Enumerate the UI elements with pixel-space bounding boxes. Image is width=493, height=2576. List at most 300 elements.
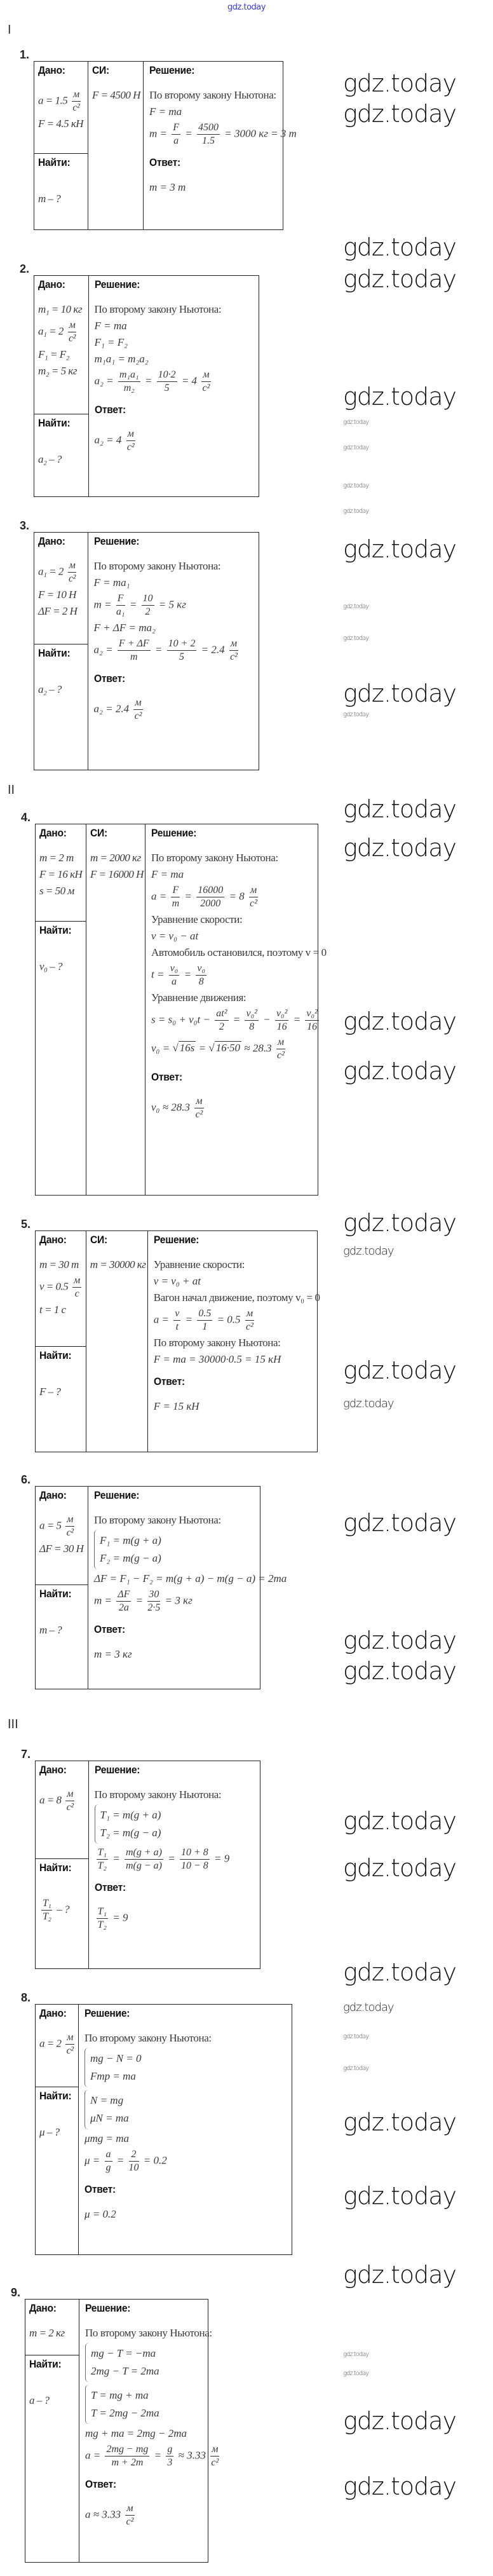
watermark: gdz.today — [343, 508, 369, 515]
fraction-numerator: at² — [215, 1007, 228, 1021]
given-column — [36, 1487, 88, 1689]
math-text: = — [110, 1852, 123, 1865]
answer-formula — [95, 1905, 254, 1932]
given-column — [25, 2300, 79, 2562]
fraction-denominator: с² — [69, 333, 76, 344]
radicand: 16·50 — [215, 1042, 240, 1054]
solution-heading: Решение: — [94, 1489, 140, 1501]
solution-formula — [95, 336, 253, 350]
fraction-denominator: с² — [126, 442, 135, 453]
problem-number: 5. — [21, 1218, 31, 1230]
math-text: ΔF = 30 Н — [39, 1543, 84, 1555]
solution-formula — [151, 1036, 312, 1062]
solution-text: По второму закону Ньютона: — [94, 1514, 221, 1526]
si-cell — [88, 62, 143, 107]
fraction — [147, 1588, 160, 1614]
solution-text: По второму закону Ньютона: — [94, 303, 222, 315]
fraction-numerator: м — [65, 1788, 74, 1801]
watermark: gdz.today — [343, 2370, 369, 2377]
solution-formula — [85, 2427, 202, 2441]
fraction-numerator: 4500 — [197, 121, 220, 135]
math-text: = — [196, 1042, 209, 1054]
given-column — [34, 62, 88, 229]
math-text: F₁ = F₂ — [94, 336, 128, 348]
si-formula — [90, 868, 142, 882]
math-text: a = — [153, 1313, 172, 1326]
problem-number: 4. — [21, 811, 31, 824]
problem-table — [35, 1230, 318, 1452]
math-text: F + ΔF = ma₂ — [93, 622, 156, 634]
fraction — [105, 2148, 112, 2174]
find-heading: Найти: — [38, 647, 71, 659]
math-text: μ = — [84, 2154, 103, 2167]
watermark: gdz.today — [343, 2261, 456, 2289]
section-label-3: III — [8, 1717, 18, 1731]
fraction-numerator: м — [276, 1036, 285, 1049]
fraction-denominator: с² — [66, 1802, 74, 1813]
math-text: a₂ = — [94, 374, 116, 387]
brace-icon — [95, 1804, 98, 1844]
spacer — [94, 1617, 254, 1623]
fraction-denominator: с² — [195, 1109, 203, 1120]
fraction-denominator: 10 — [128, 2162, 139, 2173]
fraction — [196, 962, 206, 988]
given-formula — [39, 884, 83, 898]
fraction-denominator: 10 − 8 — [180, 1860, 208, 1871]
solution-heading: Решение: — [94, 1764, 140, 1776]
solution-heading: Решение: — [151, 827, 197, 839]
find-cell — [34, 644, 88, 770]
math-text: − — [260, 1013, 273, 1026]
given-cell — [34, 276, 88, 383]
spacer — [39, 1373, 83, 1382]
equation-system-lines — [91, 2385, 159, 2424]
math-text: F₁ = m(g + a) — [100, 1534, 161, 1546]
math-text: = 3000 кг = 3 т — [222, 127, 297, 140]
fraction-denominator: a₁ — [116, 606, 125, 617]
math-text: m₂ = 5 кг — [38, 365, 77, 377]
fraction-numerator: v₀² — [305, 1007, 318, 1021]
solution-cell — [88, 1487, 287, 1666]
math-text: a = 2 — [39, 2037, 64, 2050]
given-column — [36, 2005, 79, 2254]
answer-formula — [94, 1647, 254, 1661]
watermark: gdz.today — [343, 603, 369, 610]
spacer — [39, 1886, 86, 1895]
brace-icon — [85, 2343, 89, 2382]
math-text: F = 16000 Н — [90, 868, 144, 880]
fraction-numerator: v₀² — [275, 1007, 288, 1021]
equation-system — [85, 2343, 202, 2382]
section-label-2: II — [8, 783, 15, 797]
given-heading: Дано: — [39, 827, 67, 839]
math-text: ≈ 3.33 — [175, 2449, 209, 2462]
math-text: = 4 — [179, 374, 200, 387]
problem-table — [35, 2004, 292, 2255]
math-text: m = 3 кг — [94, 1648, 132, 1660]
fraction-numerator: м — [65, 1513, 74, 1527]
math-text: F – ? — [39, 1386, 61, 1398]
solution-formula — [95, 1846, 254, 1872]
math-text: t = 1 с — [39, 1304, 66, 1316]
fraction — [97, 1905, 108, 1932]
watermark: gdz.today — [343, 1626, 456, 1654]
fraction-numerator: м — [133, 697, 142, 710]
math-text: v₀ = — [151, 1042, 173, 1054]
solution-text: По второму закону Ньютона: — [153, 1337, 281, 1349]
math-text: F₁ = F₂ — [38, 348, 70, 360]
given-heading: Дано: — [39, 1764, 67, 1776]
math-text: T₁ = m(g + a) — [100, 1809, 161, 1821]
watermark: gdz.today — [343, 233, 456, 261]
fraction — [68, 319, 77, 345]
solution-column — [89, 1761, 260, 1968]
equation-system-lines — [90, 2048, 142, 2087]
radicand: 16s — [179, 1042, 195, 1054]
find-heading: Найти: — [38, 417, 71, 429]
answer-heading: Ответ: — [94, 1881, 126, 1893]
fraction-numerator: 30 — [147, 1588, 160, 1602]
fraction — [72, 1274, 81, 1300]
equation-system — [84, 2048, 286, 2087]
given-formula — [38, 559, 85, 585]
fraction-numerator: 10·2 — [157, 369, 177, 382]
site-link[interactable]: gdz.today — [227, 3, 266, 12]
math-text: = 8 — [226, 890, 247, 903]
solution-column — [145, 824, 327, 1195]
fraction — [172, 121, 180, 147]
fraction-numerator: v₀² — [245, 1007, 258, 1021]
solution-text: Вагон начал движение, поэтому v₀ = 0 — [153, 1291, 320, 1304]
given-heading: Дано: — [39, 1234, 67, 1246]
fraction — [118, 637, 151, 664]
answer-formula — [85, 2502, 202, 2528]
fraction — [245, 1007, 258, 1033]
si-cell — [86, 824, 145, 887]
fraction-numerator: F — [116, 592, 125, 606]
spacer — [39, 1612, 85, 1621]
problem-number: 8. — [21, 1991, 31, 2004]
math-text: v = v₀ + at — [153, 1275, 201, 1287]
answer-heading: Ответ: — [85, 2478, 116, 2490]
find-formula — [39, 2125, 76, 2139]
solution-column — [79, 2005, 292, 2254]
given-column — [36, 1231, 86, 1452]
find-formula — [38, 683, 85, 697]
answer-formula — [94, 697, 253, 723]
given-formula — [39, 1303, 83, 1317]
spacer — [151, 1065, 312, 1071]
math-text: = — [114, 2154, 127, 2167]
fraction-numerator: м — [201, 369, 210, 382]
solution-formula — [84, 2148, 286, 2174]
fraction-numerator: м — [210, 2443, 219, 2457]
math-text: a = 5 — [39, 1519, 64, 1532]
equation-system — [95, 1804, 254, 1844]
math-text: mg − N = 0 — [90, 2052, 142, 2064]
watermark: gdz.today — [343, 535, 456, 563]
find-formula — [38, 192, 85, 206]
math-text: μmg = ma — [84, 2132, 130, 2144]
fraction — [166, 2443, 173, 2469]
watermark: gdz.today — [343, 1807, 456, 1835]
solution-formula — [85, 2443, 219, 2469]
math-text: v₀ – ? — [39, 960, 62, 972]
equation-system — [84, 2090, 286, 2129]
watermark: gdz.today — [343, 1007, 456, 1035]
fraction-denominator: T₂ — [43, 1911, 51, 1922]
watermark: gdz.today — [343, 419, 369, 426]
solution-text: Автомобиль остановился, поэтому v = 0 — [151, 946, 327, 958]
solution-formula — [151, 868, 312, 882]
given-cell — [36, 1761, 88, 1819]
find-cell — [36, 1584, 88, 1689]
system-equation — [91, 2364, 159, 2378]
answer-heading: Ответ: — [151, 1071, 182, 1083]
fraction — [275, 1007, 288, 1033]
math-text: a₂ = 2.4 — [93, 702, 132, 715]
math-text: ≈ 28.3 — [241, 1042, 274, 1054]
solution-formula — [149, 121, 297, 147]
fraction — [125, 2502, 134, 2528]
math-text: F = ma — [94, 320, 127, 332]
watermark: gdz.today — [343, 2407, 456, 2435]
fraction-numerator: F — [172, 121, 180, 135]
solution-heading: Решение: — [94, 278, 140, 290]
math-text: v = 0.5 — [39, 1280, 71, 1293]
given-formula — [39, 2031, 76, 2057]
answer-formula — [154, 1400, 313, 1414]
fraction — [41, 1897, 52, 1923]
math-text: F = 4.5 кН — [38, 118, 84, 130]
math-text: s = s₀ + v₀t − — [151, 1013, 213, 1026]
math-text: a₁ = 2 — [38, 565, 66, 578]
fraction-denominator: с² — [230, 651, 238, 662]
spacer — [94, 666, 253, 672]
fraction — [210, 2443, 219, 2469]
math-text: = 3 кг — [162, 1594, 192, 1607]
solution-formula — [154, 1307, 313, 1333]
solution-text: По второму закону Ньютона: — [94, 1789, 222, 1801]
math-text: mg + ma = 2mg − 2ma — [85, 2427, 187, 2439]
problem-number: 7. — [21, 1748, 31, 1761]
fraction-denominator: m₂ — [123, 383, 135, 393]
math-text: a₂ – ? — [38, 453, 62, 465]
math-text: = 0.5 — [214, 1313, 243, 1326]
problem-table — [35, 824, 327, 1196]
find-cell — [36, 1858, 88, 1968]
given-formula — [39, 1274, 83, 1300]
fraction — [196, 884, 224, 910]
math-text: μ = 0.2 — [84, 2208, 116, 2220]
given-heading: Дано: — [39, 1489, 67, 1501]
math-text: 2mg − T = 2ma — [91, 2365, 159, 2377]
find-cell — [36, 921, 86, 1195]
math-text: T = mg + ma — [91, 2389, 149, 2401]
fraction-denominator: 3 — [167, 2457, 173, 2468]
given-column — [34, 533, 88, 770]
answer-formula — [84, 2207, 286, 2221]
given-cell — [36, 1487, 88, 1561]
solution-cell — [79, 2300, 219, 2533]
math-text: μ – ? — [39, 2126, 60, 2138]
solution-text: Уравнение скорости: — [153, 1258, 245, 1271]
fraction — [229, 637, 238, 664]
given-formula — [39, 1542, 85, 1556]
solution-text: По второму закону Ньютона: — [93, 560, 221, 572]
given-formula — [39, 1513, 85, 1539]
fraction-denominator: 2a — [118, 1602, 129, 1613]
fraction-denominator: 2 — [219, 1021, 224, 1032]
fraction-numerator: 10 + 2 — [167, 637, 197, 651]
equation-system-lines — [90, 2090, 129, 2129]
fraction-numerator: m₁a₁ — [118, 369, 140, 382]
given-heading: Дано: — [39, 2007, 67, 2019]
watermark: gdz.today — [343, 2108, 456, 2136]
si-heading: СИ: — [92, 64, 109, 76]
given-formula — [39, 1788, 86, 1814]
solution-column — [89, 276, 259, 496]
watermark: gdz.today — [343, 2182, 456, 2210]
si-column — [86, 1231, 148, 1452]
watermark: gdz.today — [343, 444, 369, 451]
fraction — [245, 1307, 254, 1333]
system-equation — [100, 1826, 161, 1840]
fraction-denominator: 2000 — [200, 898, 221, 909]
fraction — [126, 428, 135, 454]
fraction-denominator: 2 — [145, 606, 151, 617]
given-cell — [36, 1231, 86, 1322]
fraction — [169, 962, 180, 988]
spacer — [39, 948, 83, 957]
fraction-numerator: 2 — [129, 2148, 139, 2162]
math-text: – ? — [54, 1903, 69, 1916]
math-text: = — [142, 374, 155, 387]
fraction-denominator: с² — [66, 2045, 74, 2056]
section-label-1: I — [8, 23, 11, 37]
si-formula — [90, 851, 142, 865]
math-text: m₁a₁ = m₂a₂ — [94, 353, 149, 365]
given-formula — [29, 2326, 76, 2340]
math-text: m – ? — [38, 193, 61, 205]
fraction-numerator: 0.5 — [197, 1307, 212, 1321]
given-formula — [38, 117, 85, 131]
find-heading: Найти: — [38, 156, 71, 168]
fraction — [249, 884, 258, 910]
fraction-numerator: v — [173, 1307, 180, 1321]
given-heading: Дано: — [38, 64, 65, 76]
solution-text: По второму закону Ньютона: — [85, 2327, 212, 2339]
watermark: gdz.today — [343, 100, 456, 128]
math-text: m = 2 кг — [29, 2327, 65, 2339]
fraction-numerator: м — [194, 1095, 203, 1108]
given-cell — [34, 533, 88, 624]
find-heading: Найти: — [39, 1588, 72, 1600]
find-formula — [39, 960, 83, 974]
math-text: = — [181, 968, 194, 981]
find-heading: Найти: — [39, 2090, 72, 2102]
fraction-numerator: T₁ — [97, 1846, 108, 1860]
find-formula — [39, 1897, 86, 1923]
fraction-denominator: 5 — [164, 383, 170, 393]
fraction — [116, 1588, 131, 1614]
math-text: F = ma₁ — [93, 576, 130, 589]
find-formula — [39, 1623, 85, 1637]
math-text: N = mg — [90, 2094, 124, 2106]
fraction — [65, 1513, 74, 1539]
fraction-numerator: м — [65, 2031, 74, 2045]
fraction-numerator: м — [68, 559, 77, 573]
math-text: = — [152, 643, 165, 656]
fraction-denominator: g — [105, 2162, 111, 2173]
math-text: F = ma = 30000·0.5 = 15 кН — [153, 1353, 281, 1365]
fraction — [72, 88, 81, 114]
solution-cell — [89, 276, 259, 459]
watermark: gdz.today — [343, 482, 369, 489]
solution-cell — [89, 1761, 260, 1937]
fraction — [97, 1846, 108, 1872]
math-text: a = 1.5 — [38, 94, 70, 107]
given-formula — [38, 319, 86, 345]
fraction — [173, 1307, 180, 1333]
fraction-denominator: a — [172, 976, 177, 987]
watermark: gdz.today — [343, 2065, 369, 2072]
math-text: = 0.2 — [140, 2154, 167, 2167]
solution-cell — [145, 824, 327, 1126]
given-formula — [39, 851, 83, 865]
given-column — [36, 1761, 89, 1968]
fraction — [65, 2031, 74, 2057]
solution-formula — [94, 592, 253, 618]
fraction-numerator: T₁ — [97, 1905, 108, 1919]
si-cell — [86, 1231, 147, 1277]
fraction-numerator: 10 — [142, 592, 154, 606]
math-text: = — [182, 127, 196, 140]
spacer — [29, 2382, 76, 2391]
spacer — [85, 2472, 202, 2478]
fraction-denominator: 5 — [179, 651, 185, 662]
solution-text: Уравнение скорости: — [151, 913, 243, 925]
math-text: = 9 — [211, 1852, 230, 1865]
fraction — [167, 637, 197, 664]
math-text: s = 50 м — [39, 885, 74, 897]
system-equation — [90, 2069, 142, 2083]
given-heading: Дано: — [38, 278, 65, 290]
system-equation — [100, 1808, 161, 1822]
watermark: gdz.today — [343, 2472, 456, 2500]
si-formula — [92, 88, 140, 102]
given-formula — [38, 303, 86, 317]
si-heading: СИ: — [90, 1234, 107, 1246]
brace-icon — [94, 1530, 98, 1569]
watermark: gdz.today — [343, 1356, 456, 1384]
fraction-denominator: 1.5 — [202, 135, 215, 146]
math-text: F = 4500 Н — [92, 89, 140, 101]
math-text: = — [182, 890, 195, 903]
fraction-denominator: 8 — [198, 976, 204, 987]
solution-cell — [144, 62, 297, 200]
solution-column — [144, 62, 297, 229]
watermark: gdz.today — [343, 1209, 456, 1237]
problem-number: 1. — [20, 48, 30, 61]
fraction-numerator: м — [125, 2502, 134, 2516]
fraction — [157, 369, 177, 395]
spacer — [38, 671, 85, 680]
fraction-denominator: 2·5 — [147, 1602, 161, 1613]
solution-formula — [151, 1007, 318, 1033]
solution-column — [88, 533, 259, 770]
si-heading: СИ: — [90, 827, 107, 839]
